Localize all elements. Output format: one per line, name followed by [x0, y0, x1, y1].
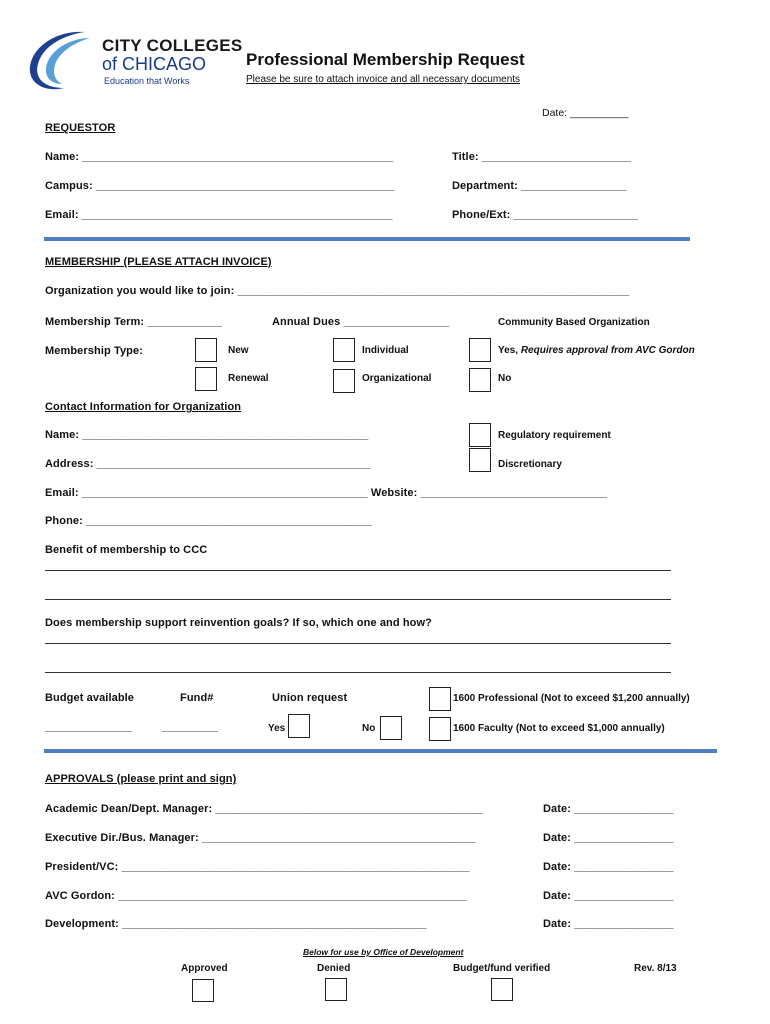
professional-checkbox[interactable] — [429, 687, 451, 711]
renewal-label: Renewal — [228, 373, 269, 384]
contact-name-field[interactable]: Name: ______________________________________________ — [45, 429, 369, 441]
logo-swoosh-icon — [24, 28, 104, 92]
approved-checkbox[interactable] — [192, 979, 214, 1002]
new-checkbox[interactable] — [195, 338, 217, 362]
professional-label: 1600 Professional (Not to exceed $1,200 annually) — [453, 693, 690, 704]
reinvention-heading: Does membership support reinvention goals? If so, which one and how? — [45, 617, 432, 629]
fund-label: Fund# — [180, 692, 214, 704]
benefit-heading: Benefit of membership to CCC — [45, 544, 208, 556]
membership-term-field[interactable]: Membership Term: ____________ — [45, 316, 222, 328]
discretionary-checkbox[interactable] — [469, 448, 491, 472]
yes-cbo-prefix: Yes, — [498, 345, 521, 356]
budget-verified-checkbox[interactable] — [491, 978, 513, 1001]
reinvention-line-1[interactable] — [45, 643, 671, 644]
approved-label: Approved — [181, 963, 228, 974]
approval-date[interactable]: Date: ________________ — [543, 918, 674, 930]
revision-label: Rev. 8/13 — [634, 963, 677, 974]
yes-cbo-label — [498, 345, 695, 356]
organization-field[interactable]: Organization you would like to join: _______________________________________________________________ — [45, 285, 630, 297]
approval-row[interactable]: President/VC: ________________________________________________________ — [45, 861, 470, 873]
individual-label: Individual — [362, 345, 409, 356]
discretionary-label: Discretionary — [498, 459, 562, 470]
requestor-email-field[interactable]: Email: __________________________________________________ — [45, 209, 393, 221]
union-yes-checkbox[interactable] — [288, 714, 310, 738]
regulatory-checkbox[interactable] — [469, 423, 491, 447]
renewal-checkbox[interactable] — [195, 367, 217, 391]
logo-line2: of CHICAGO — [102, 54, 207, 74]
approvals-heading: APPROVALS (please print and sign) — [45, 773, 237, 785]
office-note: Below for use by Office of Development — [303, 947, 464, 957]
approval-row[interactable]: Development: _________________________________________________ — [45, 918, 427, 930]
approval-date[interactable]: Date: ________________ — [543, 890, 674, 902]
new-label: New — [228, 345, 249, 356]
contact-heading: Contact Information for Organization — [45, 401, 242, 413]
contact-address-field[interactable]: Address: ____________________________________________ — [45, 458, 371, 470]
logo — [24, 28, 243, 94]
regulatory-label: Regulatory requirement — [498, 430, 611, 441]
logo-line1: CITY COLLEGES — [102, 36, 243, 55]
faculty-checkbox[interactable] — [429, 717, 451, 741]
union-no-label: No — [362, 723, 376, 734]
contact-phone-field[interactable]: Phone: ______________________________________________ — [45, 515, 373, 527]
faculty-label: 1600 Faculty (Not to exceed $1,000 annually) — [453, 723, 665, 734]
requestor-name-field[interactable]: Name: __________________________________________________ — [45, 151, 394, 163]
section-divider-2 — [44, 749, 717, 753]
requestor-heading: REQUESTOR — [45, 122, 116, 134]
approval-date[interactable]: Date: ________________ — [543, 861, 674, 873]
date-field[interactable]: Date: __________ — [542, 107, 629, 119]
fund-field[interactable]: _________ — [162, 721, 218, 733]
annual-dues-field[interactable]: Annual Dues _________________ — [272, 316, 450, 328]
denied-checkbox[interactable] — [325, 978, 347, 1001]
section-divider — [44, 237, 690, 241]
denied-label: Denied — [317, 963, 351, 974]
approval-row[interactable]: Academic Dean/Dept. Manager: ___________________________________________ — [45, 803, 483, 815]
yes-cbo-note: Requires approval from AVC Gordon — [520, 345, 695, 356]
union-request-label: Union request — [272, 692, 348, 704]
organizational-label: Organizational — [362, 373, 432, 384]
approval-row[interactable]: AVC Gordon: ________________________________________________________ — [45, 890, 467, 902]
organizational-checkbox[interactable] — [333, 369, 355, 393]
no-cbo-label: No — [498, 373, 512, 384]
budget-verified-label: Budget/fund verified — [453, 963, 551, 974]
cbo-label: Community Based Organization — [498, 317, 650, 328]
union-no-checkbox[interactable] — [380, 716, 402, 740]
membership-type-label: Membership Type: — [45, 345, 143, 357]
requestor-campus-field[interactable]: Campus: ________________________________________________ — [45, 180, 395, 192]
approval-row[interactable]: Executive Dir./Bus. Manager: ____________________________________________ — [45, 832, 476, 844]
union-yes-label: Yes — [268, 723, 286, 734]
approval-date[interactable]: Date: ________________ — [543, 832, 674, 844]
budget-available-field[interactable]: ______________ — [45, 721, 133, 733]
reinvention-line-2[interactable] — [45, 672, 671, 673]
requestor-title-field[interactable]: Title: ________________________ — [452, 151, 632, 163]
requestor-department-field[interactable]: Department: _________________ — [452, 180, 627, 192]
logo-tagline: Education that Works — [104, 76, 190, 86]
benefit-line-2[interactable] — [45, 599, 671, 600]
contact-email-website-field[interactable]: Email: ______________________________________________ Website: ______________________________ — [45, 487, 608, 499]
no-cbo-checkbox[interactable] — [469, 368, 491, 392]
requestor-phone-field[interactable]: Phone/Ext: ____________________ — [452, 209, 638, 221]
benefit-line-1[interactable] — [45, 570, 671, 571]
budget-available-label: Budget available — [45, 692, 135, 704]
yes-cbo-checkbox[interactable] — [469, 338, 491, 362]
individual-checkbox[interactable] — [333, 338, 355, 362]
approval-date[interactable]: Date: ________________ — [543, 803, 674, 815]
page-subtitle: Please be sure to attach invoice and all necessary documents — [246, 74, 521, 85]
membership-heading: MEMBERSHIP (PLEASE ATTACH INVOICE) — [45, 256, 272, 268]
page-title: Professional Membership Request — [246, 50, 525, 69]
